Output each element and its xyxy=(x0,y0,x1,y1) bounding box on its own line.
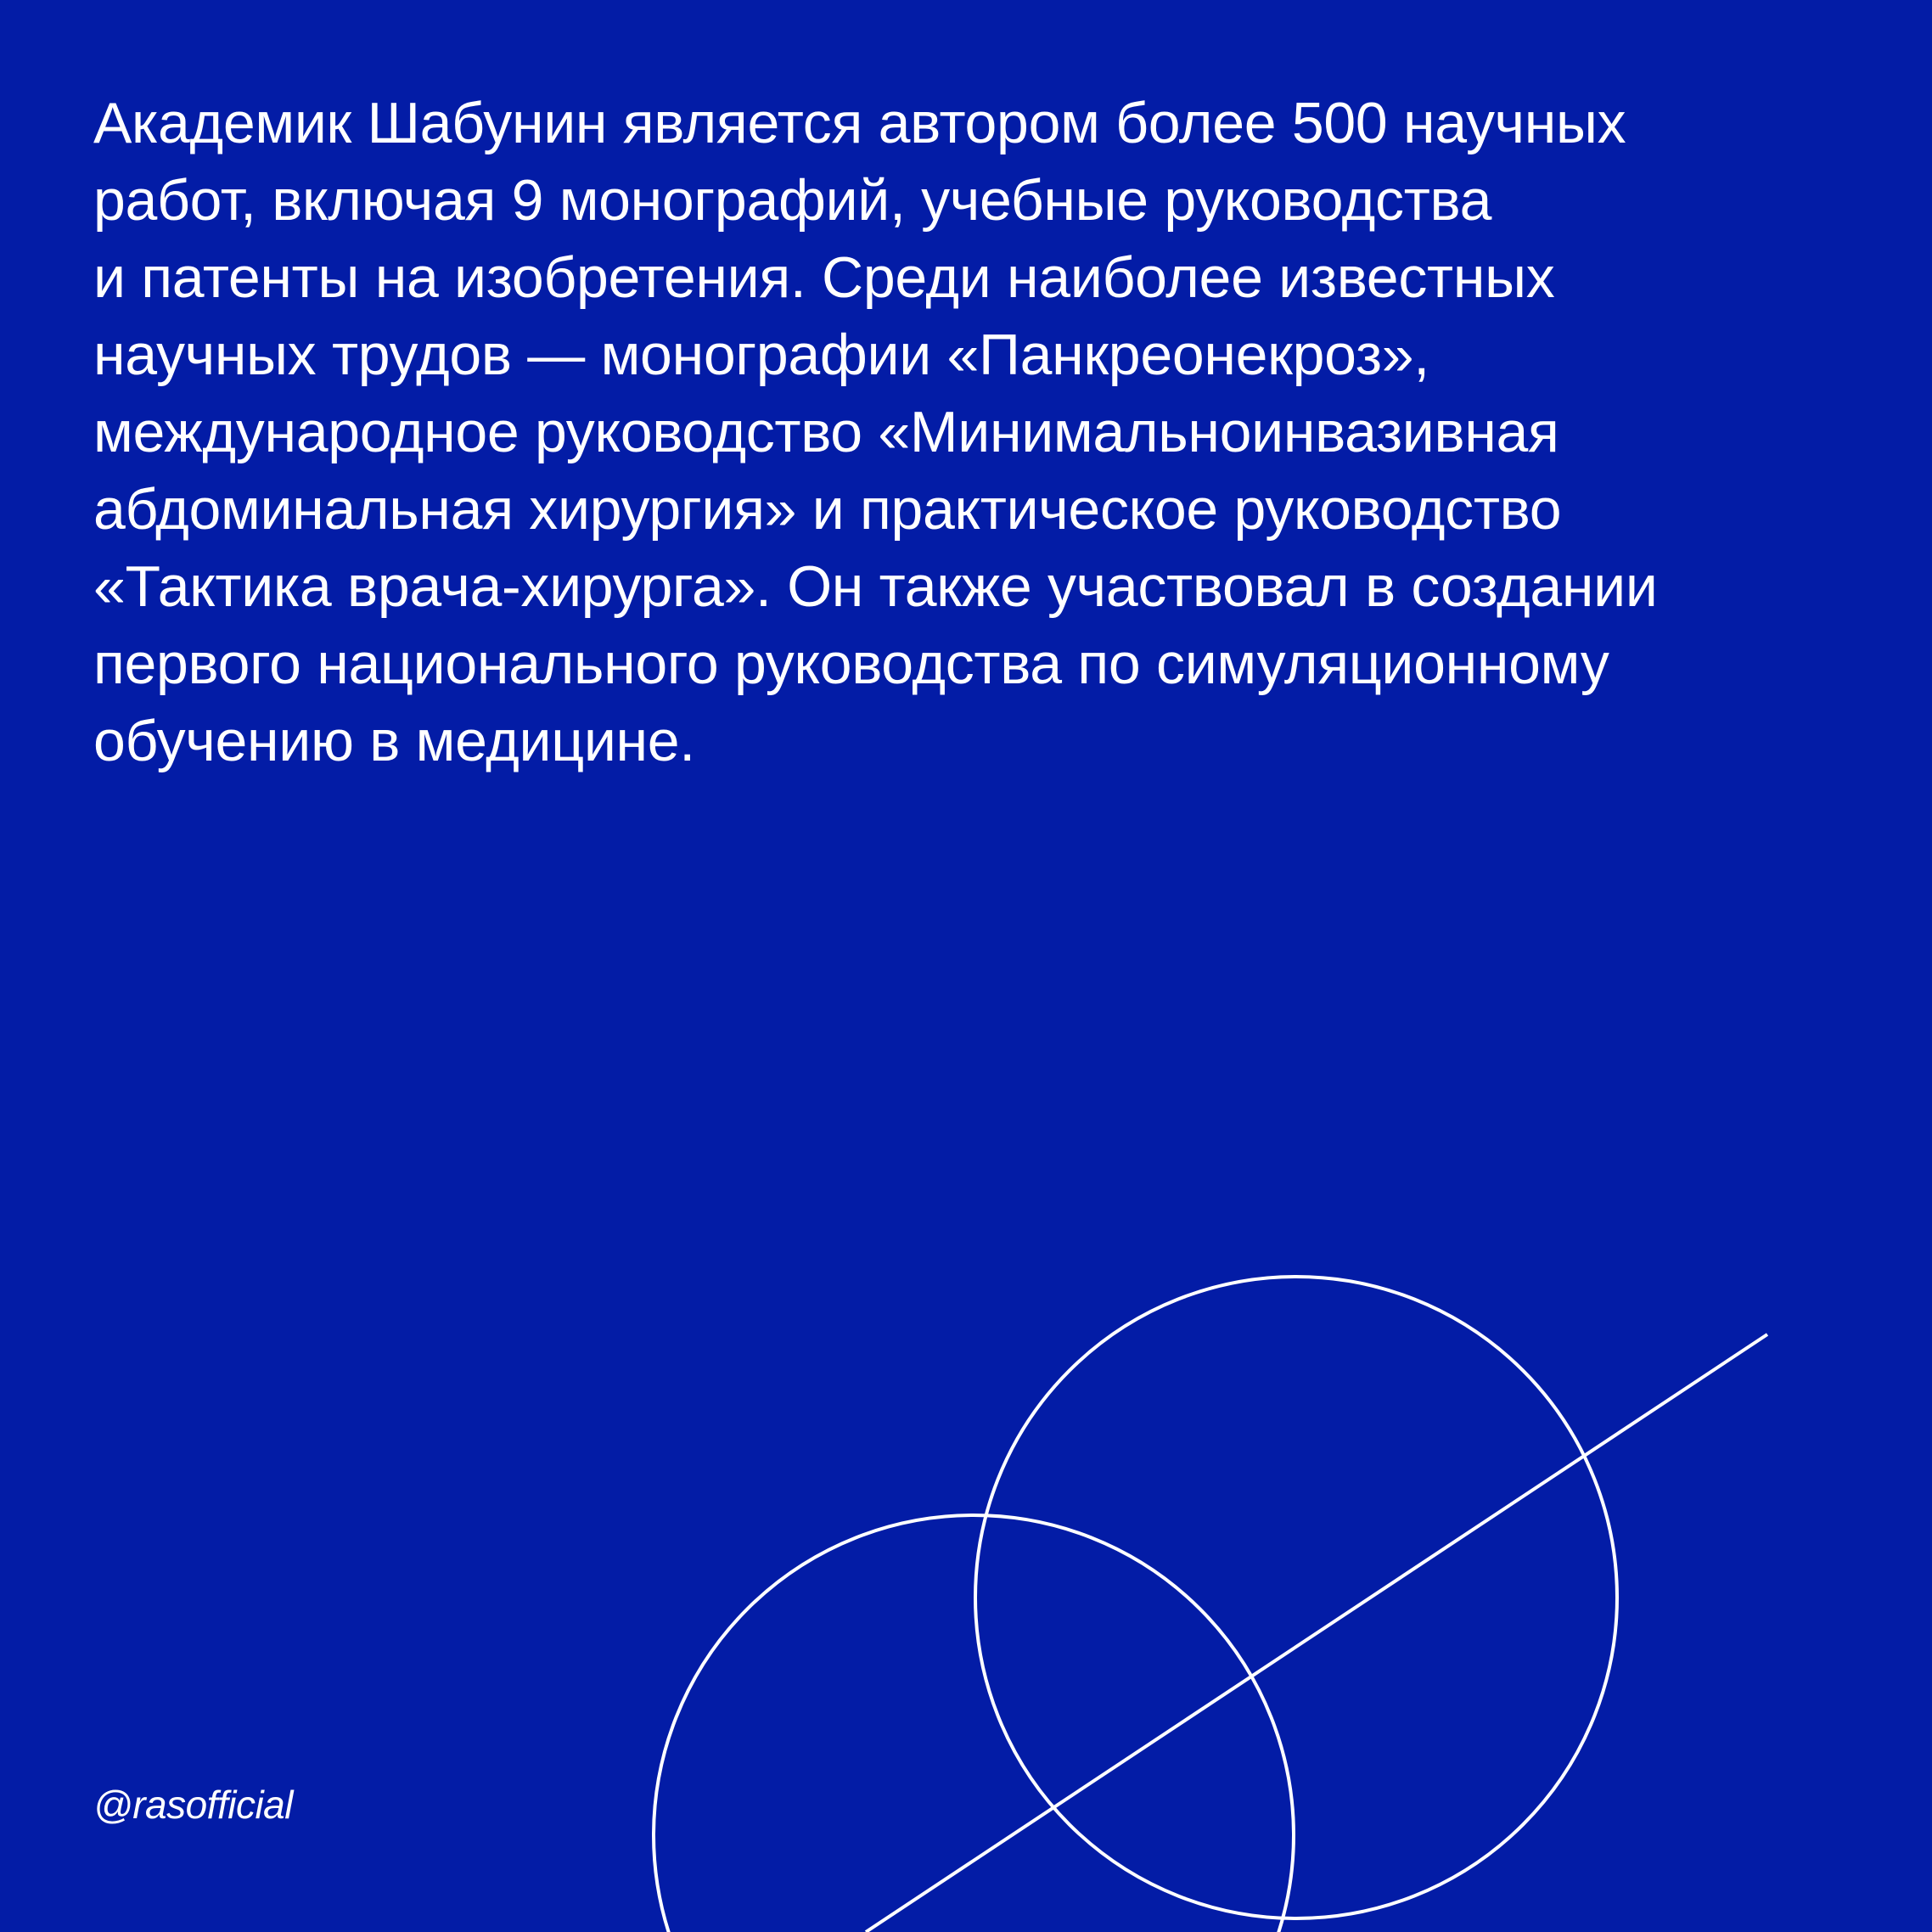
paragraph-line: международное руководство «Минимальноинвазивная xyxy=(93,400,1559,464)
paragraph-line: научных трудов — монографии «Панкреонекроз», xyxy=(93,323,1429,387)
paragraph-line: обучению в медицине. xyxy=(93,709,695,773)
paragraph-line: работ, включая 9 монографий, учебные руководства xyxy=(93,168,1492,233)
paragraph-line: первого национального руководства по симуляционному xyxy=(93,632,1609,696)
paragraph-line: абдоминальная хирургия» и практическое руководство xyxy=(93,477,1562,542)
paragraph-line: и патенты на изобретения. Среди наиболее известных xyxy=(93,245,1555,310)
diagonal-line xyxy=(866,1334,1767,1932)
social-handle: @rasofficial xyxy=(93,1783,293,1827)
paragraph-line: «Тактика врача-хирурга». Он также участвовал в создании xyxy=(93,554,1658,619)
paragraph-line: Академик Шабунин является автором более 500 научных xyxy=(93,91,1626,155)
upper-right-circle xyxy=(975,1277,1617,1918)
lower-left-circle xyxy=(654,1515,1294,1932)
